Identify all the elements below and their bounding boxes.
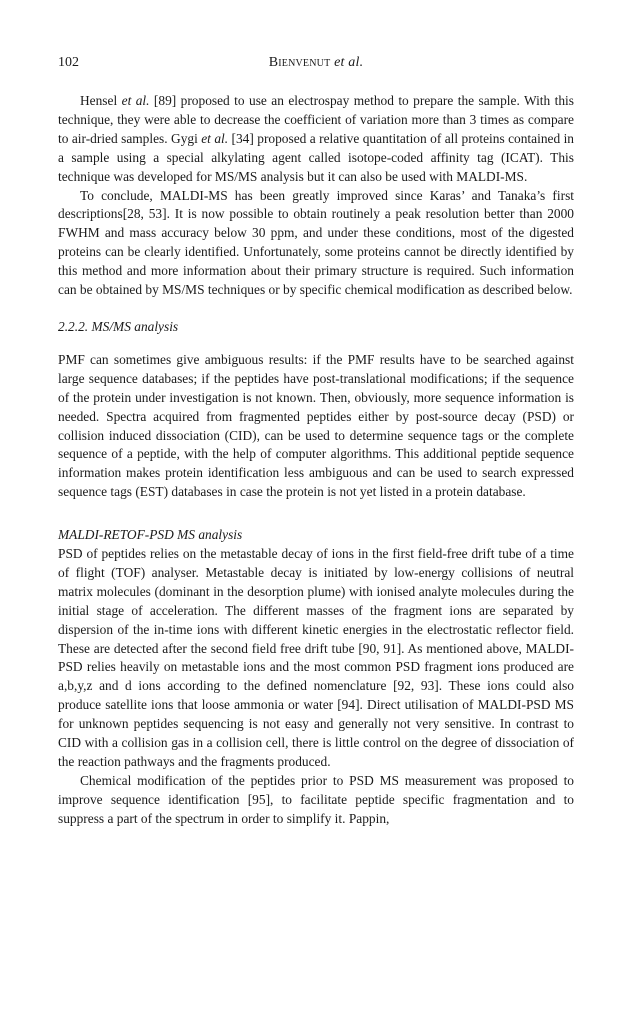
section-heading-msms: 2.2.2. MS/MS analysis [58, 318, 179, 334]
italic-etal: et al. [201, 130, 229, 146]
paragraph-hensel [58, 92, 574, 187]
page-header [58, 55, 574, 73]
running-head-etal: et al. [334, 55, 364, 70]
body-text [58, 92, 574, 829]
running-head [58, 55, 574, 71]
running-head-author: Bienvenut [268, 55, 331, 70]
subsection-heading-psd: MALDI-RETOF-PSD MS analysis [58, 527, 243, 543]
text-run: [89] proposed to use an electrospay method to prepare the sample. With this technique, they were able to decrease the coefficient of variation more than 3 times as compare to air-dried samples. Gygi [58, 93, 574, 146]
italic-etal: et al. [121, 93, 150, 108]
paragraph-psd: PSD of peptides relies on the metastable decay of ions in the first field-free drift tube of a time of flight (TOF) analyser. Metastable decay is initiated by low-energy collisions of neutral matrix molecules (dominant in the desorption plume) with ionised analyte molecules during the initial stage of acceleration. The different masses of the fragment ions are separated by dispersion of the in-time ions with different kinetic energies in the electrostatic reflector field. These are detected after the second field free drift tube [90, 91]. As mentioned above, MALDI-PSD relies heavily on metastable ions and the most common PSD fragment ions produced are a,b,y,z and d ions according to the defined nomenclature [92, 93]. These ions could also produce satellite ions that loose ammonia or water [94]. Direct utilisation of MALDI-PSD MS for unknown peptides sequencing is not easy and generally not very sensitive. In contrast to CID with a collision gas in a collision cell, there is little control on the degree of dissociation of the reaction pathways and the fragments produced. [58, 546, 574, 769]
paragraph-pmf: PMF can sometimes give ambiguous results: if the PMF results have to be searched against large sequence databases; if the peptides have post-translational modifications; if the sequence of the protein under investigation is not known. Then, obviously, more sequence information is needed. Spectra acquired from fragmented peptides either by post-source decay (PSD) or collision induced dissociation (CID), can be used to determine sequence tags or the complete sequence of a peptide, with the help of computer algorithms. This additional peptide sequence information makes protein identification less ambiguous and can be used to search expressed sequence tags (EST) databases in case the protein is not yet listed in a protein database. [58, 351, 574, 500]
text-run: [34] proposed a relative quantitation of all proteins contained in a sample using a special alkylating agent called isotope-coded affinity tag (ICAT). This technique was developed for MS/MS analysis but it can also be used with MALDI-MS. [58, 130, 574, 184]
text-run: Hensel [80, 93, 122, 108]
page-number: 102 [58, 55, 79, 70]
paragraph-conclusion: To conclude, MALDI-MS has been greatly improved since Karas’ and Tanaka’s first descriptions[28, 53]. It is now possible to obtain routinely a peak resolution better than 2000 FWHM and mass accuracy below 30 ppm, and under these conditions, most of the digested proteins can be clearly identified. Unfortunately, some proteins cannot be directly identified by this method and more information about their primary structure is required. Such information can be obtained by MS/MS techniques or by specific chemical modification as described below. [58, 187, 574, 298]
paragraph-chemical-modification: Chemical modification of the peptides prior to PSD MS measurement was proposed to improve sequence identification [95], to facilitate peptide specific fragmentation and to suppress a part of the spectrum in order to simplify it. Pappin, [58, 772, 574, 826]
